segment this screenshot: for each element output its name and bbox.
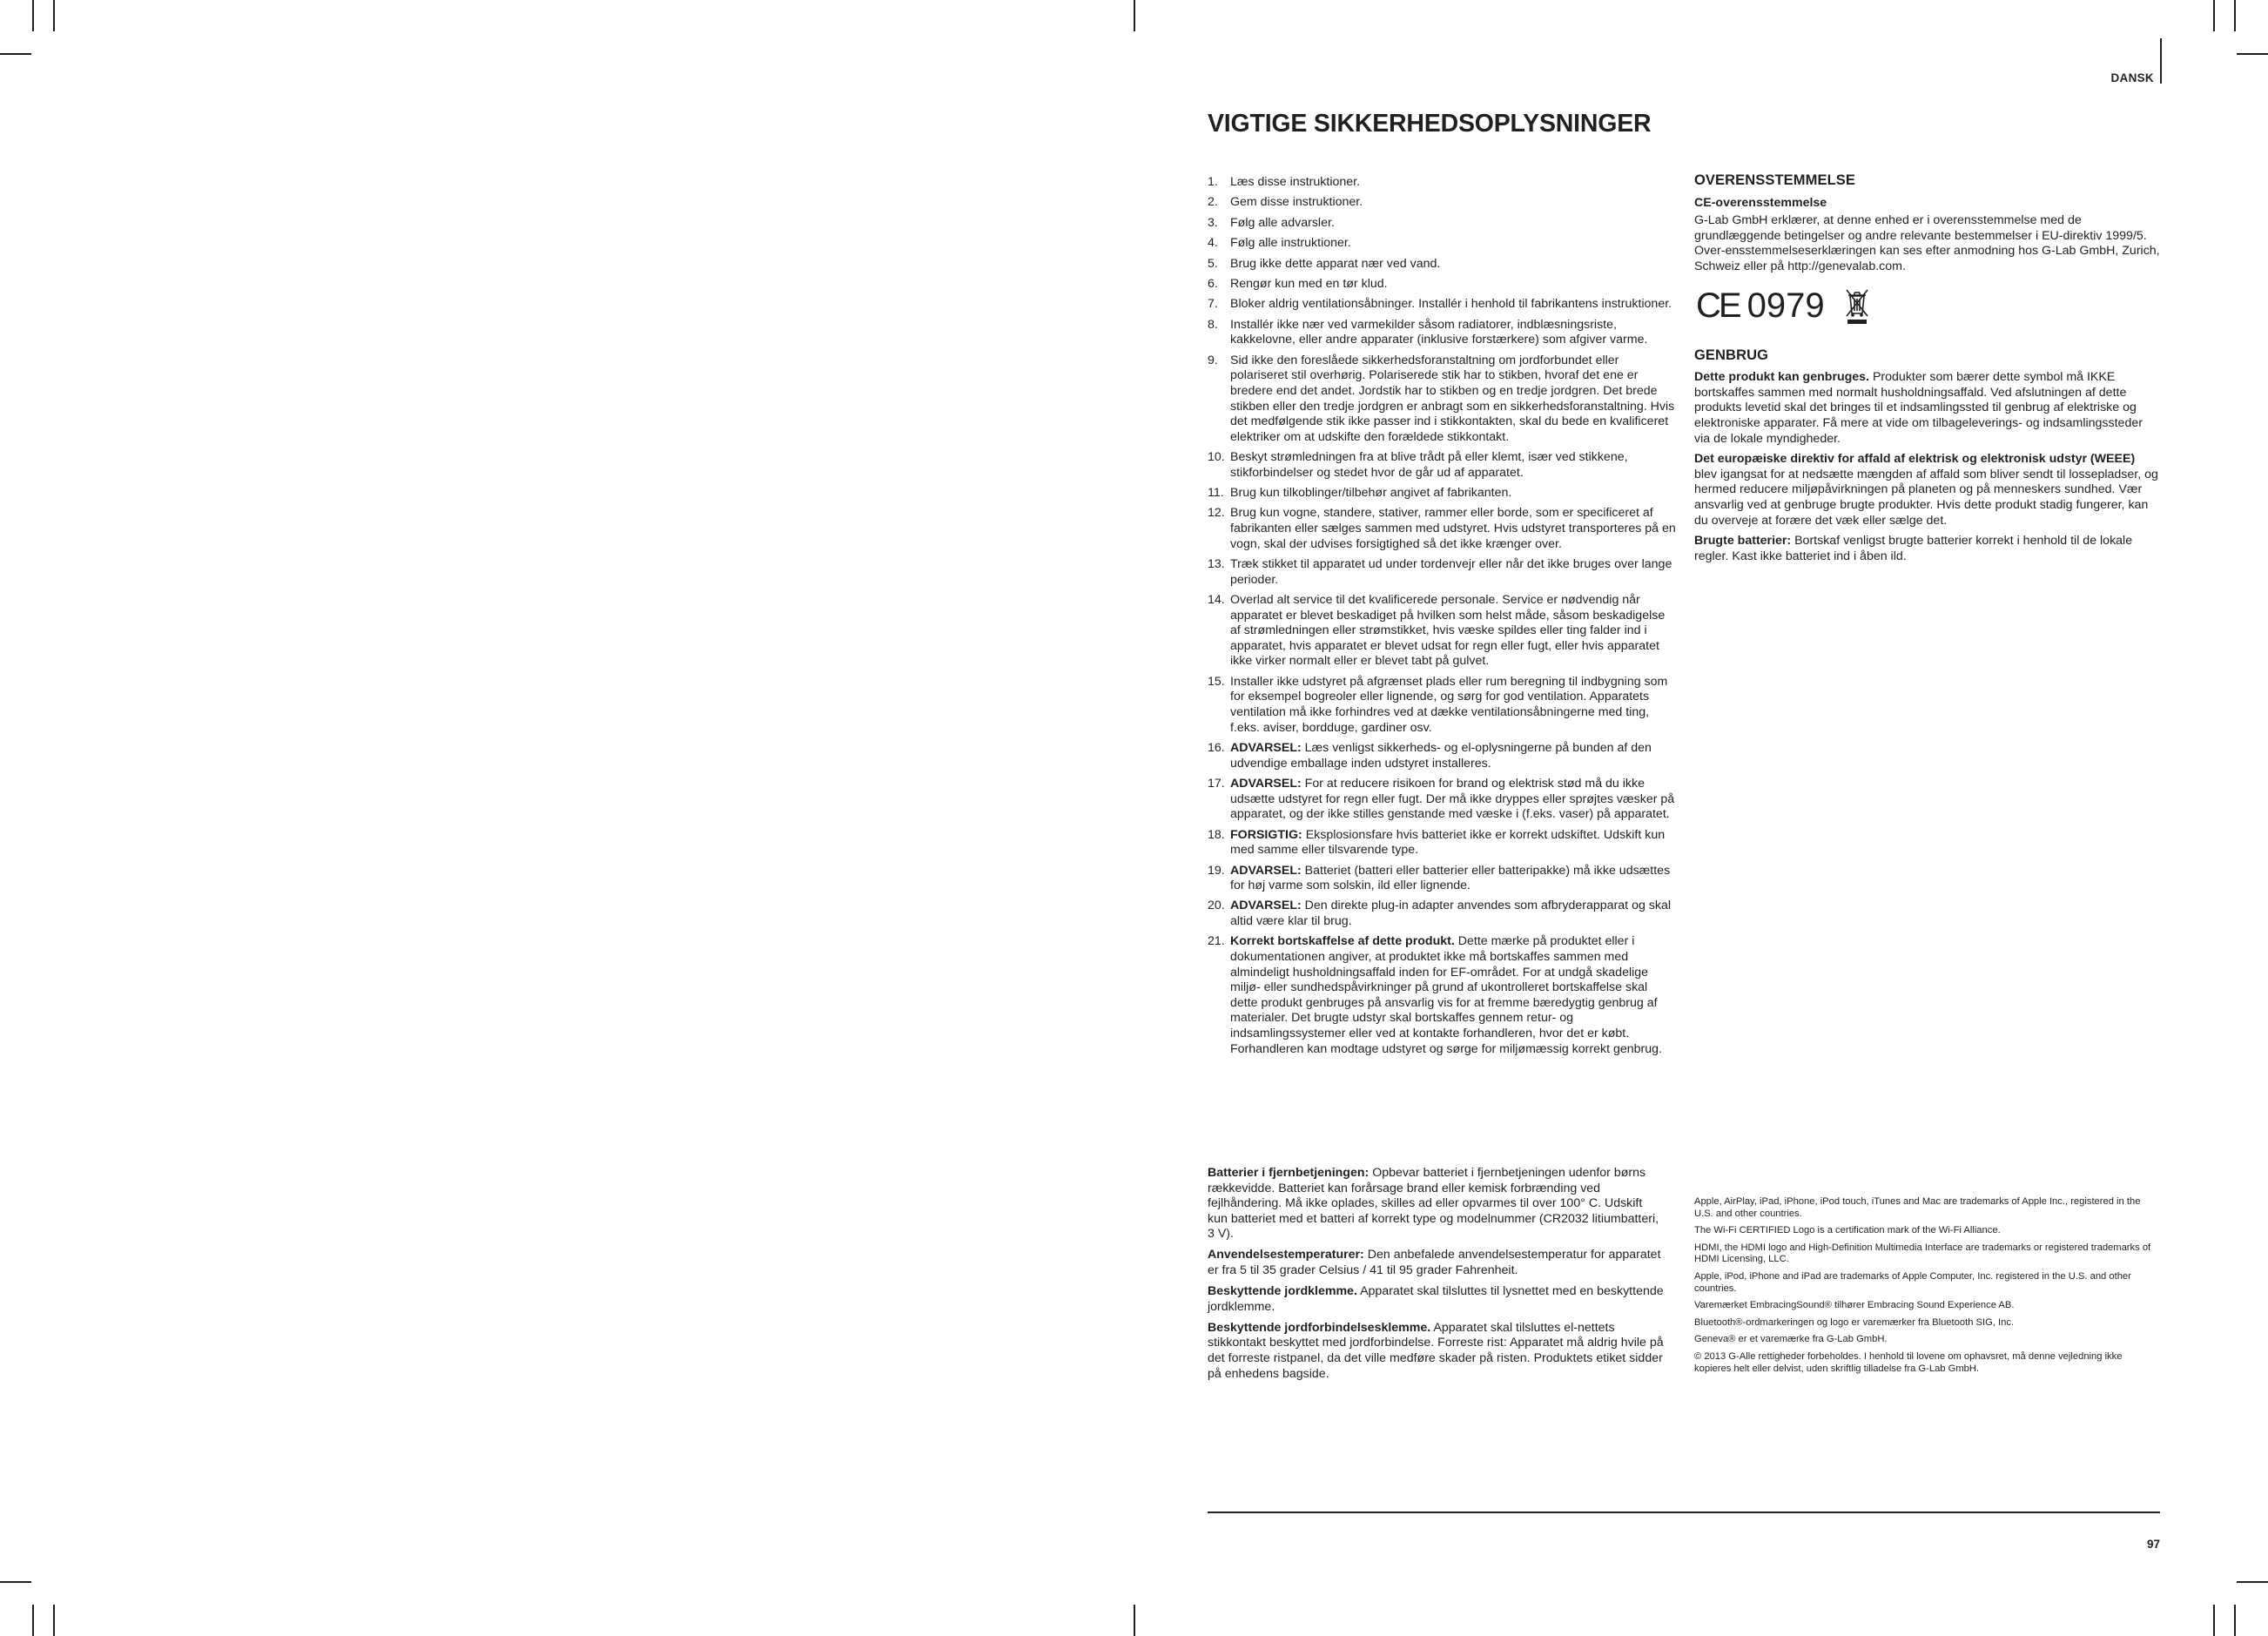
instruction-text-wrap — [1230, 934, 1677, 1057]
instruction-text-wrap — [1230, 450, 1677, 481]
crop-mark — [2234, 1605, 2236, 1636]
trademark-notices — [1694, 1196, 2160, 1380]
instruction-item — [1208, 899, 1677, 929]
trademark-notice: HDMI, the HDMI logo and High-Definition Multimedia Interface are trademarks or registered trademarks of HDMI Licensing, LLC. — [1694, 1242, 2151, 1265]
instruction-item — [1208, 675, 1677, 736]
instruction-text: Følg alle advarsler. — [1230, 215, 1335, 230]
crop-mark — [1134, 0, 1135, 31]
instruction-number: 2. — [1208, 195, 1218, 210]
crop-mark — [53, 0, 55, 31]
note-label: Anvendelsestemperaturer: — [1208, 1248, 1364, 1262]
instruction-text-wrap — [1230, 277, 1677, 293]
note-paragraph — [1208, 1248, 1665, 1278]
instruction-text-wrap — [1230, 297, 1677, 313]
instruction-number: 12. — [1208, 506, 1225, 521]
certification-logos — [1694, 282, 2160, 329]
instruction-text-wrap — [1230, 675, 1677, 736]
right-column — [1694, 173, 2160, 569]
instruction-number: 9. — [1208, 353, 1218, 367]
instruction-text-wrap — [1230, 216, 1677, 232]
note-paragraph — [1208, 1321, 1665, 1382]
instruction-text: Træk stikket til apparatet ud under tordenvejr eller når det ikke bruges over lange perioder. — [1230, 557, 1672, 587]
instruction-item — [1208, 864, 1677, 894]
note-text: Opbevar batteriet i fjernbetjeningen udenfor børns rækkevidde. Batteriet kan forårsage brand eller kemisk forbrænding ved fejlhåndering. Må ikke oplades, skilles ad eller opvarmes til over 100° C. Udskift kun batteriet med et batteri af korrekt type og modelnummer (CR2032 litiumbatteri, 3 V). — [1208, 1166, 1659, 1242]
instruction-item — [1208, 318, 1677, 348]
instruction-text: Batteriet (batteri eller batterier eller batteripakke) må ikke udsættes for høj varme som solskin, ild eller lignende. — [1230, 863, 1671, 893]
instruction-number: 18. — [1208, 827, 1225, 842]
instruction-text: Læs venligst sikkerheds- og el-oplysningerne på bunden af den udvendige emballage inden udstyret installeres. — [1230, 740, 1652, 771]
instruction-text-wrap — [1230, 557, 1677, 588]
note-label: Batterier i fjernbetjeningen: — [1208, 1166, 1370, 1180]
instruction-label: Korrekt bortskaffelse af dette produkt. — [1230, 934, 1455, 949]
recycling-text: Bortskaf venligst brugte batterier korrekt i henhold til de lokale regler. Kast ikke batteriet ind i åben ild. — [1694, 534, 2133, 563]
instruction-label: ADVARSEL: — [1230, 899, 1302, 913]
page-number: 97 — [2146, 1538, 2160, 1551]
instruction-text-wrap — [1230, 506, 1677, 552]
instruction-text: Bloker aldrig ventilationsåbninger. Installér i henhold til fabrikantens instruktioner. — [1230, 297, 1672, 312]
instruction-text-wrap — [1230, 864, 1677, 894]
instruction-item — [1208, 486, 1677, 502]
instruction-text-wrap — [1230, 318, 1677, 348]
recycling-label: Brugte batterier: — [1694, 534, 1792, 549]
ce-mark-logo: CE — [1696, 286, 1740, 325]
recycling-label: Det europæiske direktiv for affald af elektrisk og elektronisk udstyr (WEEE) — [1694, 452, 2136, 467]
crop-mark — [0, 53, 31, 55]
ce-subheading: CE-overensstemmelse — [1694, 195, 1827, 210]
instruction-text: Installér ikke nær ved varmekilder såsom radiatorer, indblæsningsriste, kakkelovne, eller andre apparater (inklusive forstærkere) som afgiver varme. — [1230, 317, 1648, 347]
compliance-heading: OVERENSSTEMMELSE — [1694, 172, 1855, 188]
trademark-notice: Varemærket EmbracingSound® tilhører Embracing Sound Experience AB. — [1694, 1300, 2015, 1311]
trademark-notice: Apple, iPod, iPhone and iPad are trademarks of Apple Computer, Inc. registered in the U.S. and other countries. — [1694, 1270, 2131, 1294]
instruction-text: Gem disse instruktioner. — [1230, 195, 1363, 210]
instruction-text-wrap — [1230, 899, 1677, 929]
instruction-number: 8. — [1208, 317, 1218, 332]
instruction-item — [1208, 216, 1677, 232]
instruction-text-wrap — [1230, 828, 1677, 858]
recycling-paragraph — [1694, 534, 2160, 564]
instruction-number: 7. — [1208, 297, 1218, 312]
instruction-item — [1208, 297, 1677, 313]
additional-notes — [1208, 1166, 1665, 1388]
instruction-text-wrap — [1230, 175, 1677, 191]
crop-mark — [1134, 1605, 1135, 1636]
instruction-item — [1208, 277, 1677, 293]
instruction-text: Brug ikke dette apparat nær ved vand. — [1230, 256, 1441, 271]
crop-mark — [2213, 0, 2215, 31]
instruction-label: ADVARSEL: — [1230, 740, 1302, 755]
crop-mark — [2234, 0, 2236, 31]
trademark-notice: The Wi-Fi CERTIFIED Logo is a certification mark of the Wi-Fi Alliance. — [1694, 1225, 2001, 1236]
instruction-text-wrap — [1230, 486, 1677, 502]
instruction-number: 4. — [1208, 236, 1218, 251]
footer-divider — [1208, 1511, 2160, 1513]
instruction-number: 5. — [1208, 256, 1218, 271]
instruction-text-wrap — [1230, 236, 1677, 252]
note-text: Apparatet skal tilsluttes til lysnettet med en beskyttende jordklemme. — [1208, 1284, 1664, 1314]
instruction-item — [1208, 741, 1677, 771]
crop-mark — [32, 1605, 34, 1636]
recycling-paragraph — [1694, 370, 2160, 447]
note-paragraph — [1208, 1166, 1665, 1242]
instruction-item — [1208, 557, 1677, 588]
note-text: Apparatet skal tilsluttes el-nettets stikkontakt beskyttet med jordforbindelse. Forreste rist: Apparatet må aldrig hvile på det forreste ristpanel, da det ville medføre skader på risten. Produktets etiket sidder på enhedens bagside. — [1208, 1320, 1664, 1381]
instruction-text: Sid ikke den foreslåede sikkerhedsforanstaltning om jordforbundet eller polariseret stil overhørig. Polariserede stik har to stikben, hvoraf det ene er bredere end det andet. Jordstik har to stikben og en tredje jordgren. Det brede stikben eller den tredje jordgren er anbragt som en sikkerhedsforanstaltning. Hvis det medfølgende stik ikke passer ind i stikkontakten, skal du bede en kvalificeret elektriker om at udskifte den forældede stikkontakt. — [1230, 353, 1675, 444]
instruction-number: 11. — [1208, 486, 1224, 501]
instruction-number: 1. — [1208, 175, 1218, 189]
instruction-text: For at reducere risikoen for brand og elektrisk stød må du ikke udsætte udstyret for regn eller fugt. Der må ikke dryppes eller sprøjtes væsker på apparatet, og der ikke stilles genstande med væske i (f.eks. vaser) på apparatet. — [1230, 776, 1675, 822]
instruction-text: Eksplosionsfare hvis batteriet ikke er korrekt udskiftet. Udskift kun med samme eller tilsvarende type. — [1230, 827, 1666, 858]
instruction-item — [1208, 353, 1677, 446]
instruction-text: Dette mærke på produktet eller i dokumentationen angiver, at produktet ikke må bortskaffes sammen med almindeligt husholdningsaffald inden for EF-området. For at undgå skadelige miljø- eller sundhedspåvirkninger på grund af ukontrolleret bortskaffelse skal dette produkt genbruges på ansvarlig vis for at fremme bæredygtig genbrug af materialer. Det brugte udstyr skal bortskaffes gennem retur- og indsamlingssystemer eller ved at kontakte forhandleren, hvor det er købt. Forhandleren kan modtage udstyret og sørge for miljømæssig korrekt genbrug. — [1230, 934, 1662, 1056]
language-label: DANSK — [2110, 71, 2154, 84]
instruction-item — [1208, 236, 1677, 252]
instruction-label: ADVARSEL: — [1230, 776, 1302, 791]
instruction-item — [1208, 450, 1677, 481]
instruction-text-wrap — [1230, 741, 1677, 771]
note-paragraph — [1208, 1284, 1665, 1315]
instruction-label: FORSIGTIG: — [1230, 827, 1302, 842]
recycling-section — [1694, 348, 2160, 565]
recycling-paragraphs — [1694, 370, 2160, 564]
trademark-notice: Geneva® er et varemærke fra G-Lab GmbH. — [1694, 1334, 1888, 1345]
instruction-number: 21. — [1208, 934, 1225, 949]
crossed-out-bin-icon — [1844, 287, 1870, 324]
note-label: Beskyttende jordklemme. — [1208, 1284, 1357, 1299]
instruction-text-wrap — [1230, 777, 1677, 823]
instruction-text: Rengør kun med en tør klud. — [1230, 276, 1388, 291]
recycling-paragraph — [1694, 452, 2160, 529]
instruction-text-wrap — [1230, 257, 1677, 273]
trademark-notice: Apple, AirPlay, iPad, iPhone, iPod touch, iTunes and Mac are trademarks of Apple Inc., registered in the U.S. and other countries. — [1694, 1196, 2141, 1219]
instruction-item — [1208, 506, 1677, 552]
instruction-item — [1208, 593, 1677, 670]
recycling-label: Dette produkt kan genbruges. — [1694, 370, 1870, 385]
recycling-text: Produkter som bærer dette symbol må IKKE bortskaffes sammen med normalt husholdningsaffald. Ved afslutningen af dette produkts levetid skal det bringes til et indsamlingssted til genbrug af elektriske og elektroniske apparater. Få mere at vide om tilbageleverings- og indsamlingssteder via de lokale myndigheder. — [1694, 370, 2143, 446]
recycling-heading: GENBRUG — [1694, 347, 1769, 363]
note-label: Beskyttende jordforbindelsesklemme. — [1208, 1320, 1431, 1335]
compliance-text: G-Lab GmbH erklærer, at denne enhed er i overensstemmelse med de grundlæggende betingelser og andre relevante bestemmelser i EU-direktiv 1999/5. Over-ensstemmelseserklæringen kan ses efter anmodning hos G-Lab GmbH, Zurich, Schweiz eller på http://genevalab.com. — [1694, 213, 2160, 273]
instruction-item — [1208, 175, 1677, 191]
crop-mark — [2237, 53, 2268, 55]
instruction-item — [1208, 195, 1677, 211]
crop-mark — [0, 1581, 31, 1583]
crop-mark — [2213, 1605, 2215, 1636]
instruction-number: 14. — [1208, 593, 1225, 608]
crop-mark — [2237, 1581, 2268, 1583]
page-title: VIGTIGE SIKKERHEDSOPLYSNINGER — [1208, 110, 1652, 138]
instruction-number: 15. — [1208, 674, 1225, 689]
instruction-text: Beskyt strømledningen fra at blive trådt på eller klemt, især ved stikkene, stikforbindelser og stedet hvor de går ud af apparatet. — [1230, 450, 1628, 480]
instruction-list — [1208, 175, 1677, 1057]
instruction-number: 3. — [1208, 215, 1218, 230]
instruction-number: 16. — [1208, 740, 1225, 755]
recycling-text: blev igangsat for at nedsætte mængden af affald som bliver sendt til lossepladser, og hermed reducere miljøpåvirkningen på planeten og på menneskers sundhed. Vær ansvarlig ved at genbruge brugte produkter. Hvis dette produkt stadig fungerer, kan du overveje at forære det væk eller sælge det. — [1694, 467, 2158, 528]
compliance-section — [1694, 173, 2160, 329]
instruction-number: 10. — [1208, 450, 1225, 465]
instruction-text-wrap — [1230, 593, 1677, 670]
instruction-text-wrap — [1230, 353, 1677, 446]
instruction-item — [1208, 257, 1677, 273]
instruction-number: 13. — [1208, 557, 1225, 572]
ce-notified-body-number: 0979 — [1746, 286, 1825, 325]
instruction-number: 17. — [1208, 776, 1225, 791]
instruction-text-wrap — [1230, 195, 1677, 211]
instruction-text: Brug kun tilkoblinger/tilbehør angivet af fabrikanten. — [1230, 486, 1512, 501]
instruction-item — [1208, 828, 1677, 858]
trademark-notice: Bluetooth®-ordmarkeringen og logo er varemærker fra Bluetooth SIG, Inc. — [1694, 1316, 2015, 1328]
language-divider — [2160, 38, 2162, 84]
note-text: Den anbefalede anvendelsestemperatur for apparatet er fra 5 til 35 grader Celsius / 41 til 95 grader Fahrenheit. — [1208, 1248, 1661, 1278]
instruction-number: 6. — [1208, 276, 1218, 291]
safety-instructions — [1208, 175, 1677, 1062]
instruction-label: ADVARSEL: — [1230, 863, 1302, 878]
instruction-number: 19. — [1208, 863, 1225, 878]
crop-mark — [32, 0, 34, 31]
instruction-text: Brug kun vogne, standere, stativer, rammer eller borde, som er specificeret af fabrikanten eller sælges sammen med udstyret. Hvis udstyret transporteres på en vogn, skal der udvises forsigtighed så det ikke krænger over. — [1230, 506, 1676, 551]
crop-mark — [53, 1605, 55, 1636]
instruction-number: 20. — [1208, 899, 1225, 913]
instruction-item — [1208, 777, 1677, 823]
instruction-text: Følg alle instruktioner. — [1230, 236, 1351, 251]
instruction-text: Overlad alt service til det kvalificerede personale. Service er nødvendig når apparatet er blevet beskadiget på hvilken som helst måde, såsom beskadigelse af strømledningen eller strømstikket, hvis væske spildes eller ting falder ind i apparatet, hvis apparatet er blevet udsat for regn eller fugt, eller hvis apparatet ikke virker normalt eller er blevet tabt på gulvet. — [1230, 593, 1666, 669]
instruction-text: Læs disse instruktioner. — [1230, 175, 1361, 189]
instruction-text: Den direkte plug-in adapter anvendes som afbryderapparat og skal altid være klar til brug. — [1230, 899, 1672, 929]
instruction-item — [1208, 934, 1677, 1057]
trademark-notice: © 2013 G-Alle rettigheder forbeholdes. I henhold til lovene om ophavsret, må denne vejledning ikke kopieres helt eller delvist, uden skriftlig tilladelse fra G-Lab GmbH. — [1694, 1350, 2123, 1374]
instruction-text: Installer ikke udstyret på afgrænset plads eller rum beregning til indbygning som for eksempel bogreoler eller lignende, og sørg for god ventilation. Apparatets ventilation må ikke forhindres ved at dække ventilationsåbningerne med ting, f.eks. aviser, bordduge, gardiner osv. — [1230, 674, 1668, 735]
